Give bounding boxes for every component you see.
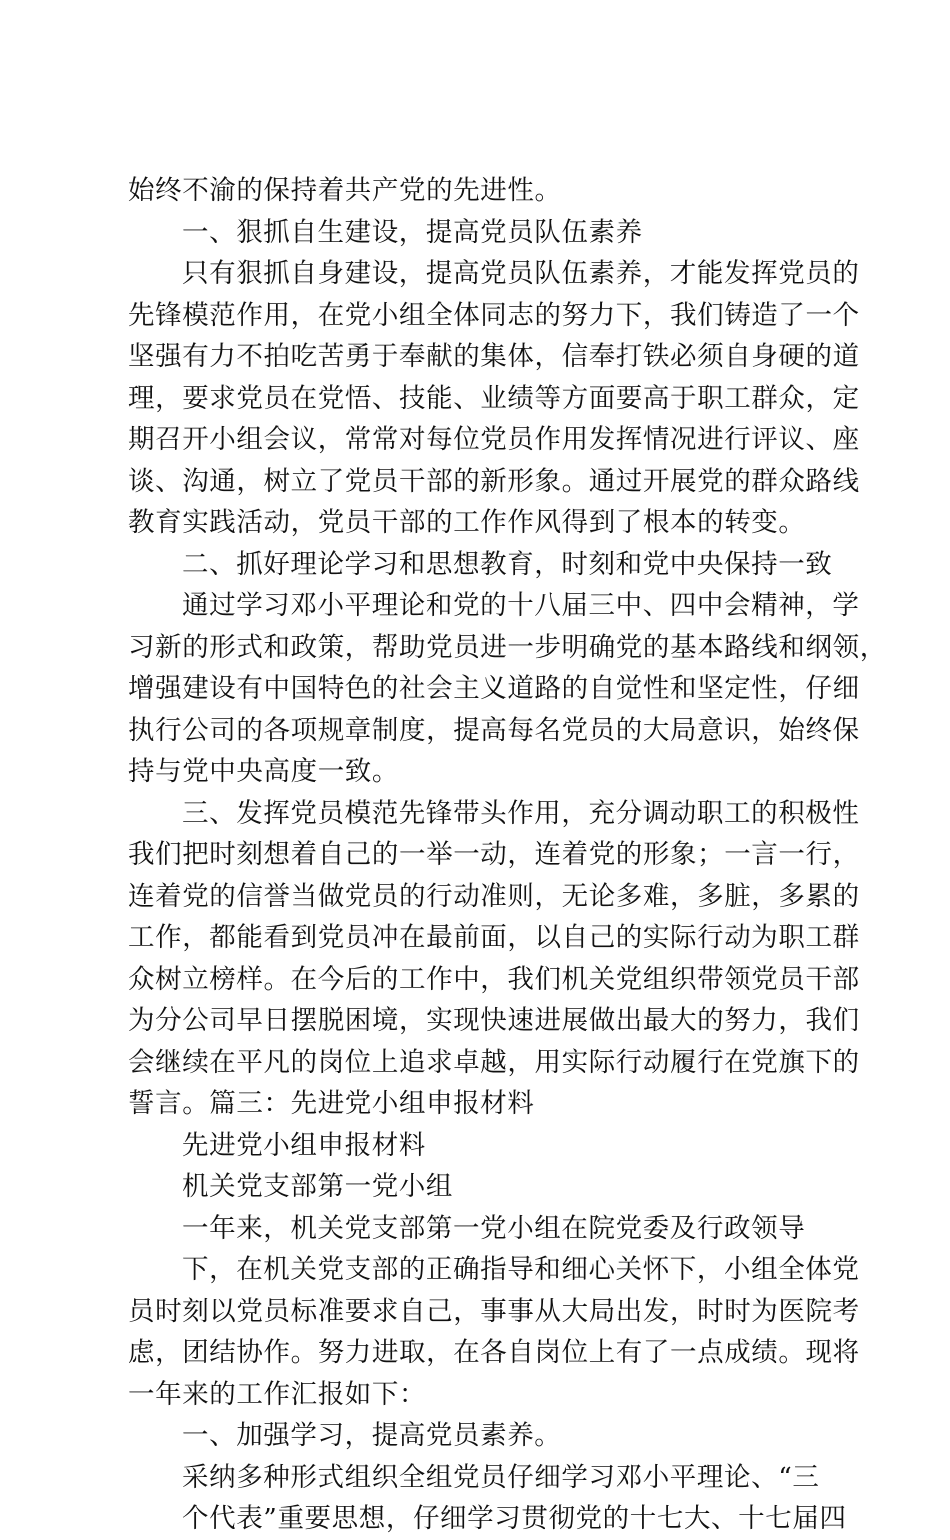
- text-line: 增强建设有中国特色的社会主义道路的自觉性和坚定性，仔细: [128, 673, 860, 704]
- text-line: 三、发挥党员模范先锋带头作用，充分调动职工的积极性: [182, 797, 860, 829]
- text-line: 只有狠抓自身建设，提高党员队伍素养，才能发挥党员的: [182, 258, 860, 289]
- text-line: 习新的形式和政策，帮助党员进一步明确党的基本路线和纲领，: [128, 631, 887, 663]
- text-line: 一年来，机关党支部第一党小组在院党委及行政领导: [182, 1212, 806, 1244]
- text-line: 机关党支部第一党小组: [182, 1171, 453, 1202]
- text-line: 采纳多种形式组织全组党员仔细学习邓小平理论、“三: [182, 1461, 820, 1493]
- text-line: 我们把时刻想着自己的一举一动，连着党的形象；一言一行，: [128, 839, 860, 870]
- text-line: 二、抓好理论学习和思想教育，时刻和党中央保持一致: [182, 548, 833, 580]
- text-line: 下，在机关党支部的正确指导和细心关怀下，小组全体党: [182, 1254, 860, 1285]
- text-line: 个代表”重要思想，仔细学习贯彻党的十七大、十七届四: [182, 1503, 847, 1534]
- text-line: 一年来的工作汇报如下：: [128, 1378, 427, 1410]
- text-line: 执行公司的各项规章制度，提高每名党员的大局意识，始终保: [128, 714, 860, 746]
- text-line: 一、加强学习，提高党员素养。: [182, 1420, 562, 1451]
- text-line: 工作，都能看到党员冲在最前面，以自己的实际行动为职工群: [128, 922, 860, 953]
- text-line: 坚强有力不拍吃苦勇于奉献的集体，信奉打铁必须自身硬的道: [128, 341, 860, 372]
- text-line: 持与党中央高度一致。: [128, 756, 399, 787]
- text-line: 虑，团结协作。努力进取，在各自岗位上有了一点成绩。现将: [128, 1337, 860, 1368]
- text-line: 先进党小组申报材料: [182, 1129, 426, 1161]
- text-line: 通过学习邓小平理论和党的十八届三中、四中会精神，学: [182, 590, 860, 621]
- text-line: 先锋模范作用，在党小组全体同志的努力下，我们铸造了一个: [128, 299, 860, 331]
- text-line: 会继续在平凡的岗位上追求卓越，用实际行动履行在党旗下的: [128, 1046, 860, 1078]
- text-line: 始终不渝的保持着共产党的先进性。: [128, 175, 562, 206]
- document-body: [128, 170, 887, 1540]
- text-line: 期召开小组会议，常常对每位党员作用发挥情况进行评议、座: [128, 424, 860, 455]
- text-line: 众树立榜样。在今后的工作中，我们机关党组织带领党员干部: [128, 963, 860, 995]
- text-line: 员时刻以党员标准要求自己，事事从大局出发，时时为医院考: [128, 1295, 860, 1327]
- text-line: 理，要求党员在党悟、技能、业绩等方面要高于职工群众，定: [128, 382, 860, 414]
- text-line: 为分公司早日摆脱困境，实现快速进展做出最大的努力，我们: [128, 1005, 860, 1036]
- text-line: 一、狠抓自生建设，提高党员队伍素养: [182, 216, 643, 248]
- text-line: 连着党的信誉当做党员的行动准则，无论多难，多脏，多累的: [128, 880, 860, 912]
- text-line: 誓言。篇三：先进党小组申报材料: [128, 1088, 535, 1119]
- text-line: 教育实践活动，党员干部的工作作风得到了根本的转变。: [128, 507, 806, 538]
- text-line: 谈、沟通，树立了党员干部的新形象。通过开展党的群众路线: [128, 465, 860, 497]
